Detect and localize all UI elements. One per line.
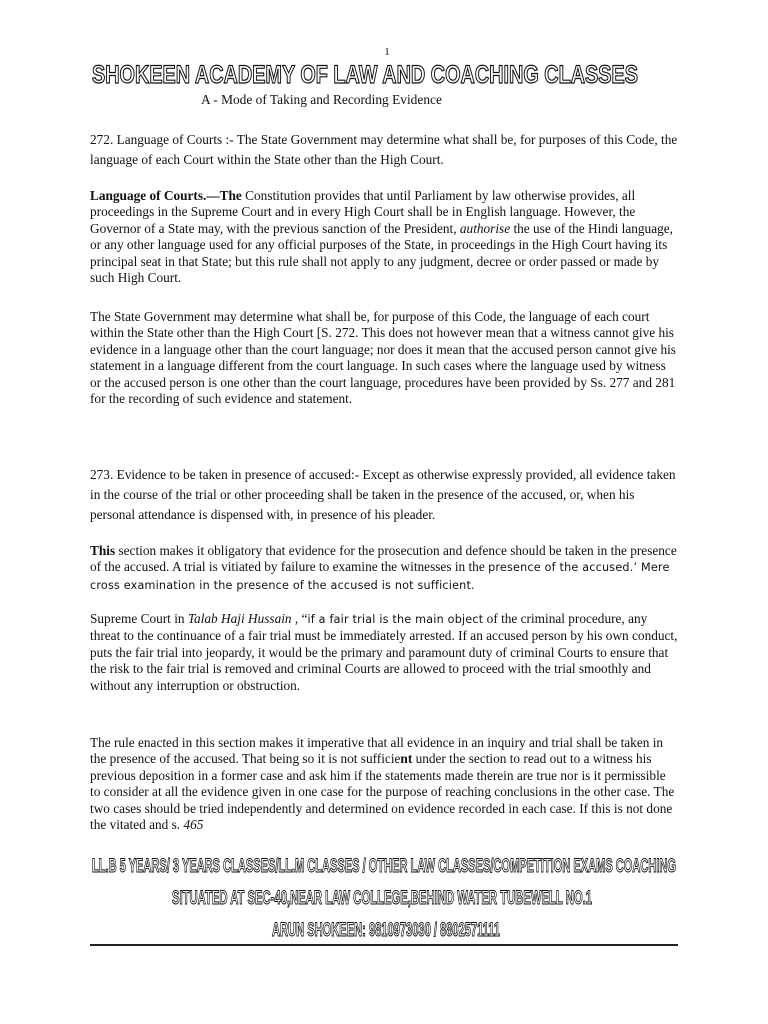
case-name: Talab Haji Hussain [187, 611, 292, 626]
paragraph-state-government: The State Government may determine what shall be, for purpose of this Code, the language of each court within the State other than the High Court [S. 272. This does not however mean that a witness cannot give his evidence in a language other than the court language; nor does it mean that the accused person cannot give his statement in a language different from the court language. In such cases where the language used by witness or the accused person is one other than the court language, procedures have been provided by Ss. 277 and 281 for the recording of such evidence and statement. [90, 309, 676, 407]
paragraph-section-272: 272. Language of Courts :- The State Government may determine what shall be, for purposes of this Code, the language of each Court within the State other than the High Court. [90, 132, 678, 167]
paragraph-this-section: This section makes it obligatory that evidence for the prosecution and defence should be taken in the presence of the accused. A trial is vitiated by failure to examine the witnesses in the presence of the accused.’ Mere cross examination in the presence of the accused is not sufficient. [90, 543, 677, 592]
page-number: 1 [384, 46, 390, 58]
academy-title-text: SHOKEEN ACADEMY OF LAW AND COACHING CLASSES [92, 61, 638, 89]
footer-courses-line: LL.B 5 YEARS/ 3 YEARS CLASSES/LL.M CLASSES / OTHER LAW CLASSES/COMPETITION EXAMS COACHING [92, 856, 676, 877]
footer-divider [90, 944, 678, 946]
paragraph-language-of-courts: Language of Courts.—The Constitution provides that until Parliament by law otherwise provides, all proceedings in the Supreme Court and in every High Court shall be in English language. However, the Governor of a State may, with the previous sanction of the President, authorise the use of the Hindi language, or any other language used for any official purposes of the State, in proceedings in the High Court having its principal seat in that State; but this rule shall not apply to any judgment, decree or order passed or made by such High Court. [90, 188, 673, 286]
paragraph-section-273: 273. Evidence to be taken in presence of accused:- Except as otherwise expressly provided, all evidence taken in the course of the trial or other proceeding shall be taken in the presence of the accused, or, when his personal attendance is dispensed with, in presence of his pleader. [90, 467, 676, 522]
footer-contact-line: ARUN SHOKEEN: 9810973030 / 8802571111 [272, 920, 501, 941]
paragraph-rule-enacted: The rule enacted in this section makes it imperative that all evidence in an inquiry and trial shall be taken in the presence of the accused. That being so it is not sufficient under the section to read out to a witness his previous deposition in a former case and ask him if the statements made therein are true nor is it permissible to consider at all the evidence given in one case for the purpose of reaching conclusions in the other case. The two cases should be tried independently and determined on evidence recorded in each case. If this is not done the vitated and s. 465 [90, 735, 675, 833]
footer-banner [90, 850, 678, 947]
section-subtitle: A - Mode of Taking and Recording Evidence [201, 92, 442, 107]
paragraph-supreme-court: Supreme Court in Talab Haji Hussain , “if a fair trial is the main object of the criminal procedure, any threat to the continuance of a fair trial must be immediately arrested. If an accused person by his own conduct, puts the fair trial into jeopardy, it would be the primary and paramount duty of criminal Courts to ensure that the risk to the fair trial is removed and criminal Courts are allowed to proceed with the trial smoothly and without any interruption or obstruction. [90, 611, 678, 693]
footer-address-line: SITUATED AT SEC-40,NEAR LAW COLLEGE,BEHIND WATER TUBEWELL NO.1 [172, 888, 593, 909]
language-of-courts-heading: Language of Courts.—The [90, 188, 242, 203]
academy-title [90, 60, 650, 90]
